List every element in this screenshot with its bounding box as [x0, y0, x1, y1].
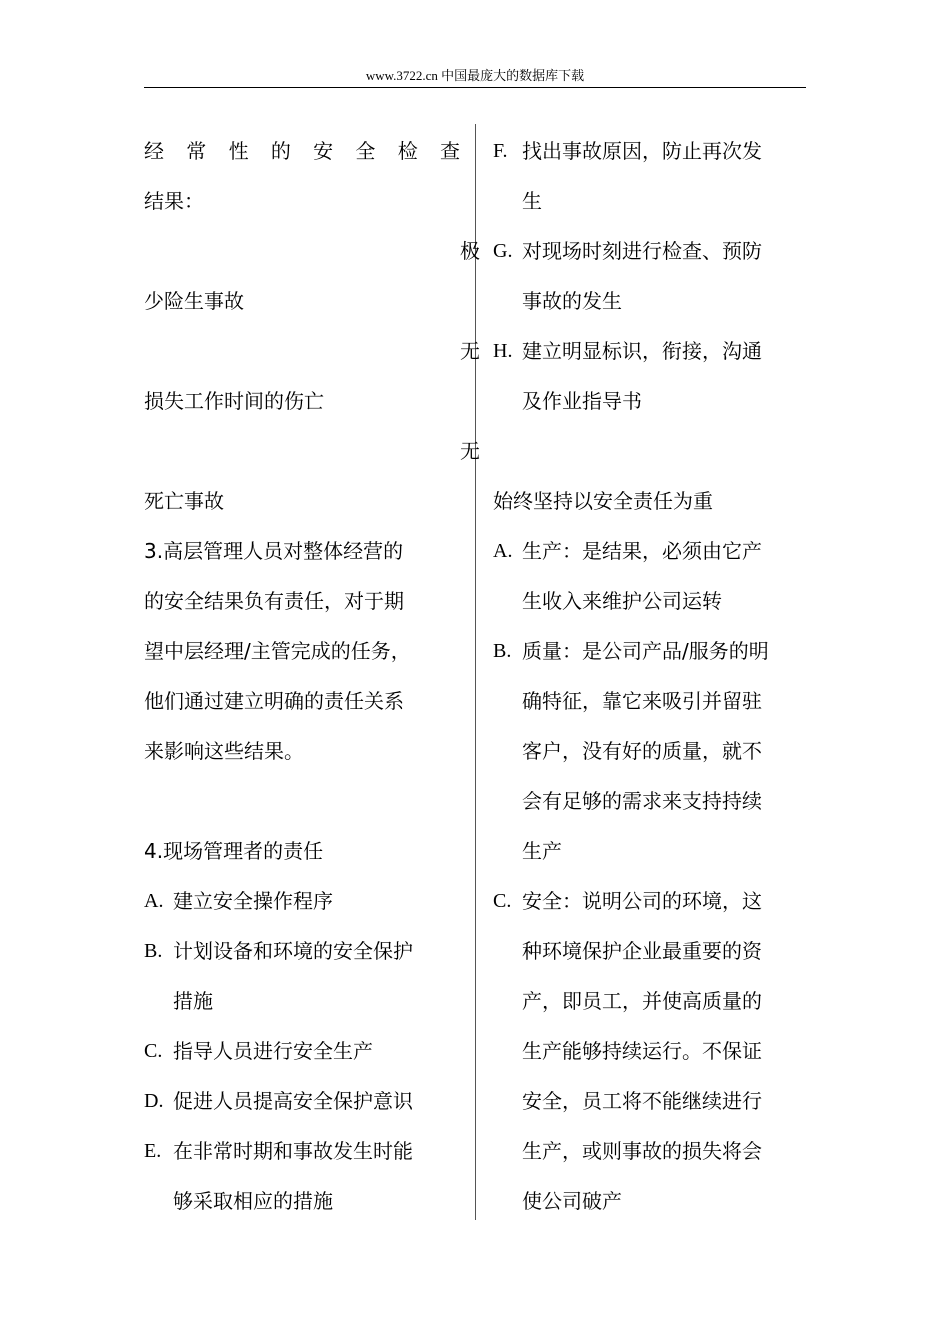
list-item-text: 建立明显标识，衔接，沟通 [522, 339, 762, 363]
list-item-text: 质量：是公司产品/服务的明 [522, 639, 769, 663]
list-item-text: 生 [522, 189, 542, 213]
list-item-text: 确特征，靠它来吸引并留驻 [522, 689, 762, 713]
list-item-text: 安全，员工将不能继续进行 [522, 1089, 762, 1113]
list-item-marker [493, 376, 522, 426]
list-item-marker [493, 576, 522, 626]
list-item-text: 计划设备和环境的安全保护 [173, 939, 413, 963]
list-item-text: 安全：说明公司的环境，这 [522, 889, 762, 913]
list-item-marker: A. [493, 540, 513, 562]
list-item-text: 生产：是结果，必须由它产 [522, 539, 762, 563]
list-item-marker: G. [493, 240, 513, 262]
list-item-line [493, 876, 807, 926]
list-item-text: 生收入来维护公司运转 [522, 589, 722, 613]
list-item-marker [493, 726, 522, 776]
section-4-list [144, 876, 460, 1226]
list-item-line [493, 526, 807, 576]
list-item-line [493, 1126, 807, 1176]
list-item-line [493, 1026, 807, 1076]
list-item-text: 在非常时期和事故发生时能 [173, 1139, 413, 1163]
list-item-text: 促进人员提高安全保护意识 [173, 1089, 413, 1113]
pyramid-level-desc: 死亡事故 [144, 489, 224, 513]
list-item-line [493, 1076, 807, 1126]
list-item-text: 客户，没有好的质量，就不 [522, 739, 762, 763]
intro-char: 查 [439, 139, 460, 163]
list-item-line [493, 176, 807, 226]
list-item-line [144, 1076, 460, 1126]
intro-char: 检 [397, 139, 418, 163]
list-item-marker: C. [144, 1040, 163, 1062]
list-item-line [144, 1126, 460, 1176]
list-item-line [493, 1176, 807, 1226]
list-item-marker: B. [144, 940, 163, 962]
paragraph-3-line: 望中层经理/主管完成的任务， [144, 639, 411, 663]
list-item-text: 产，即员工，并使高质量的 [522, 989, 762, 1013]
pyramid-level-desc: 少险生事故 [144, 289, 244, 313]
column-divider [475, 124, 476, 1220]
intro-line-2: 结果： [144, 189, 204, 213]
list-item-marker [493, 1076, 522, 1126]
list-item-marker: H. [493, 340, 513, 362]
list-item-line [493, 976, 807, 1026]
list-item-marker: D. [144, 1090, 164, 1112]
list-item-line [493, 826, 807, 876]
list-item-marker [493, 1026, 522, 1076]
intro-char: 全 [355, 139, 376, 163]
list-item-text: 种环境保护企业最重要的资 [522, 939, 762, 963]
list-item-line [144, 1026, 460, 1076]
list-item-line [144, 1176, 460, 1226]
paragraph-3 [144, 526, 460, 776]
intro-char: 常 [186, 139, 207, 163]
list-item-text: 及作业指导书 [522, 389, 642, 413]
list-item-marker [493, 976, 522, 1026]
pyramid-list [144, 226, 480, 526]
pyramid-level-word: 无 [460, 439, 480, 463]
list-item-line [493, 926, 807, 976]
list-item-text: 使公司破产 [522, 1189, 622, 1213]
list-item-text: 措施 [173, 989, 213, 1013]
list-item-line [144, 876, 460, 926]
spacer-line [493, 426, 807, 476]
paragraph-3-line: 3.高层管理人员对整体经营的 [144, 539, 404, 563]
list-item-marker [493, 826, 522, 876]
list-item-line [144, 976, 460, 1026]
intro-char: 性 [228, 139, 249, 163]
right-heading: 始终坚持以安全责任为重 [493, 489, 713, 513]
intro-line [144, 126, 460, 176]
list-item-marker [144, 976, 173, 1026]
list-item-line [493, 676, 807, 726]
list-item-marker [493, 676, 522, 726]
list-item-marker [493, 176, 522, 226]
header-rule [144, 87, 806, 88]
list-item-line [493, 126, 807, 176]
list-item-line [493, 276, 807, 326]
list-item-line [493, 576, 807, 626]
list-item-text: 事故的发生 [522, 289, 622, 313]
list-item-line [493, 626, 807, 676]
paragraph-3-line: 他们通过建立明确的责任关系 [144, 689, 404, 713]
list-item-text: 建立安全操作程序 [173, 889, 333, 913]
list-item-marker: E. [144, 1140, 162, 1162]
list-item-text: 对现场时刻进行检查、预防 [522, 239, 762, 263]
list-item-marker: C. [493, 890, 512, 912]
intro-char: 安 [313, 139, 334, 163]
intro-char: 的 [270, 139, 291, 163]
list-item-text: 生产能够持续运行。不保证 [522, 1039, 762, 1063]
list-item-marker [144, 1176, 173, 1226]
list-item-line [144, 926, 460, 976]
list-item-marker [493, 276, 522, 326]
list-item-marker [493, 926, 522, 976]
list-item-marker [493, 1126, 522, 1176]
right-items-top [493, 126, 807, 426]
list-item-line [493, 326, 807, 376]
list-item-line [493, 726, 807, 776]
paragraph-3-line: 来影响这些结果。 [144, 739, 304, 763]
list-item-line [493, 226, 807, 276]
spacer-line [144, 776, 460, 826]
list-item-marker: A. [144, 890, 164, 912]
paragraph-3-line: 的安全结果负有责任，对于期 [144, 589, 404, 613]
right-column [493, 126, 807, 1226]
list-item-text: 找出事故原因，防止再次发 [522, 139, 762, 163]
list-item-marker: F. [493, 140, 508, 162]
list-item-text: 生产，或则事故的损失将会 [522, 1139, 762, 1163]
list-item-line [493, 776, 807, 826]
left-column [144, 126, 480, 1226]
list-item-text: 生产 [522, 839, 562, 863]
right-items-bottom [493, 526, 807, 1226]
intro-char: 经 [144, 139, 164, 163]
list-item-text: 够采取相应的措施 [173, 1189, 333, 1213]
list-item-marker [493, 776, 522, 826]
pyramid-level-word: 无 [460, 339, 480, 363]
list-item-marker [493, 1176, 522, 1226]
pyramid-level-desc: 损失工作时间的伤亡 [144, 389, 324, 413]
page-header: www.3722.cn 中国最庞大的数据库下载 [365, 68, 585, 83]
pyramid-level-word: 极 [460, 239, 480, 263]
list-item-marker: B. [493, 640, 512, 662]
list-item-line [493, 376, 807, 426]
list-item-text: 指导人员进行安全生产 [173, 1039, 373, 1063]
list-item-text: 会有足够的需求来支持持续 [522, 789, 762, 813]
section-4-title: 4.现场管理者的责任 [144, 839, 324, 863]
